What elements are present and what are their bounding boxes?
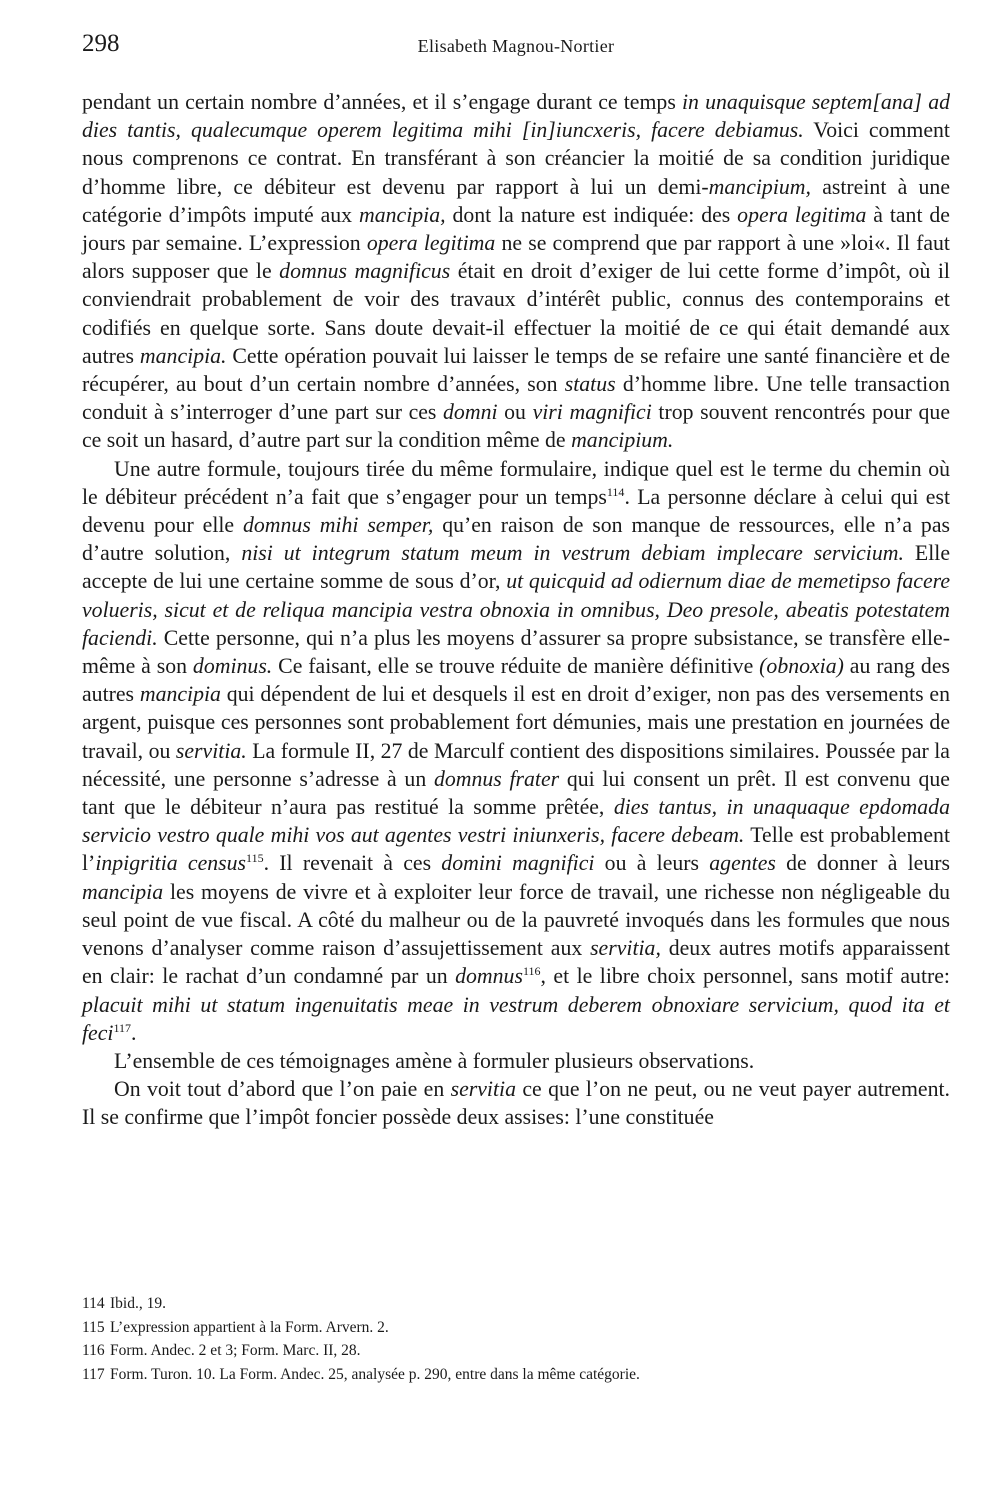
text-run: ne se comprend que par rapport à une »loi«. Il faut alors supposer que le [82, 231, 950, 284]
text-run: de donner à leurs [775, 851, 950, 876]
text-run: qui dépendent de lui et desquels il est en droit d’exiger, non pas des versements en argent, puisque ces personnes sont probablement fort démunies, mais une prestation en journées de travail, ou [82, 682, 950, 763]
text-run: ou [497, 400, 533, 425]
text-run: astreint à une catégorie d’impôts imputé aux [82, 174, 951, 227]
text-run: qui lui consent un prêt. Il est convenu que tant que le débiteur n’aura pas restitué la somme prêtée, [82, 766, 950, 820]
text-run: Cette personne, qui n’a plus les moyens d’assurer sa propre subsistance, se transfère elle-même à son [82, 625, 950, 679]
text-run: Ce faisant, elle se trouve réduite de manière définitive [272, 654, 760, 679]
text-run: qu’en raison de son manque de ressources, elle n’a pas d’autre solution, [82, 513, 950, 566]
text-run: . La personne déclare à celui qui est devenu pour elle [82, 484, 951, 538]
footnote-reference: 117 [113, 1020, 132, 1035]
latin-quotation: mancipia [139, 682, 221, 707]
latin-quotation: status [564, 372, 616, 397]
latin-quotation: servitia, [590, 936, 661, 961]
latin-quotation: dominus. [192, 654, 273, 679]
latin-quotation: ut quicquid ad odiernum diae de memetipso facere volueris, sicut et de reliqua mancipia vestra obnoxia in omnibus, Deo presole, abeatis potestatem faciendi. [82, 569, 950, 650]
footnote [82, 1363, 950, 1387]
body-paragraph [82, 1047, 950, 1075]
text-run: Telle est probablement l’ [82, 823, 950, 876]
footnote-reference: 115 [246, 851, 264, 866]
text-run: les moyens de vivre et à exploiter leur force de travail, une richesse non négligeable du seul point de vue fiscal. A côté du malheur ou de la pauvreté invoqués dans les formules que nous venons d’analyser comme raison d’assujettissement aux [82, 879, 950, 961]
latin-quotation: mancipium. [571, 428, 674, 453]
latin-quotation: inpigritia census [95, 851, 247, 876]
footnote-number: 114 [82, 1295, 105, 1312]
latin-quotation: domni [443, 400, 498, 425]
text-run: trop souvent rencontrés pour que ce soit un hasard, d’autre part sur la condition même de [82, 400, 950, 453]
footnote-reference: 114 [606, 484, 625, 499]
footnote [82, 1339, 950, 1363]
footnote-number: 117 [82, 1365, 105, 1383]
footnote-text: Ibid., 19. [110, 1295, 166, 1312]
running-head [82, 30, 950, 70]
text-run: ce que l’on ne peut, ou ne veut payer autrement. Il se confirme que l’impôt foncier possède deux assises: l’une constituée [82, 1077, 951, 1130]
latin-quotation: viri magnifici [532, 400, 652, 425]
latin-quotation: servitia. [175, 738, 247, 763]
text-run: Une autre formule, toujours tirée du même formulaire, indique quel est le terme du chemin où le débiteur précédent n’a fait que s’engager pour un temps [82, 456, 950, 509]
text-run: ou à leurs [594, 851, 710, 876]
footnote-text: Form. Turon. 10. La Form. Andec. 25, analysée p. 290, entre dans la même catégorie. [110, 1365, 640, 1383]
text-run: à tant de jours par semaine. L’expression [82, 202, 950, 256]
latin-quotation: mancipia. [139, 343, 227, 368]
text-run: Voici comment nous comprenons ce contrat. En transférant à son créancier la moitié de sa condition juridique d’homme libre, ce débiteur est devenu par rapport à lui un demi- [82, 118, 950, 199]
body-paragraph [82, 1075, 950, 1131]
latin-quotation: domnus magnificus [279, 259, 451, 284]
text-run: L’ensemble de ces témoignages amène à formuler plusieurs observations. [114, 1048, 755, 1073]
text-run: était en droit d’exiger de lui cette forme d’impôt, où il conviendrait probablement de voir des travaux d’intérêt public, connus des contemporains et codifiés en quelque sorte. Sans doute devait-il effectuer la moitié de ce qui était demandé aux autres [82, 259, 950, 368]
latin-quotation: mancipium, [708, 174, 811, 199]
latin-quotation: (obnoxia) [759, 654, 844, 679]
text-run: pendant un certain nombre d’années, et il s’engage durant ce temps [82, 90, 682, 114]
latin-quotation: domnus [455, 964, 523, 989]
text-run: . [131, 1020, 137, 1045]
latin-quotation: dies tantus, in unaquaque epdomada servicio vestro quale mihi vos aut agentes vestri iniunxeris, facere debeam. [82, 795, 950, 848]
footnote-number: 116 [82, 1342, 105, 1359]
text-run: deux autres motifs apparaissent en clair: le rachat d’un condamné par un [82, 936, 950, 989]
footnote-text: L’expression appartient à la Form. Arvern. 2. [110, 1318, 389, 1336]
footnote [82, 1316, 950, 1340]
text-run: . Il revenait à ces [263, 851, 442, 876]
text-run: dont la nature est indiquée: des [445, 202, 738, 227]
latin-quotation: nisi ut integrum statum meum in vestrum debiam implecare servicium. [241, 541, 904, 566]
latin-quotation: opera legitima [366, 231, 496, 256]
footnote-reference: 116 [522, 964, 541, 979]
footnote [82, 1292, 950, 1316]
latin-quotation: mancipia, [358, 202, 446, 227]
page-number: 298 [82, 30, 120, 57]
text-run: au rang des autres [82, 654, 950, 707]
latin-quotation: servitia [450, 1077, 516, 1102]
latin-quotation: agentes [709, 851, 776, 876]
text-run: d’homme libre. Une telle transaction conduit à s’interroger d’une part sur ces [82, 372, 950, 425]
text-run: Elle accepte de lui une certaine somme de sous d’or, [82, 541, 950, 594]
latin-quotation: mancipia [82, 879, 164, 904]
body-paragraph [82, 455, 950, 1047]
latin-quotation: in unaquisque septem[ana] ad dies tantis, qualecumque operem legitima mihi [in]iuncxeris, facere debiamus. [82, 90, 950, 143]
latin-quotation: domnus mihi semper, [243, 513, 434, 538]
latin-quotation: domnus frater [433, 766, 560, 791]
latin-quotation: domini magnifici [441, 851, 595, 876]
body-paragraph [82, 88, 950, 455]
latin-quotation: opera legitima [737, 202, 867, 227]
text-run: La formule II, 27 de Marculf contient des dispositions similaires. Poussée par la nécessité, une personne s’adresse à un [82, 738, 950, 791]
body-text [82, 88, 950, 1132]
text-run: On voit tout d’abord que l’on paie en [114, 1077, 451, 1102]
text-run: Cette opération pouvait lui laisser le temps de se refaire une santé financière et de récupérer, au bout d’un certain nombre d’années, son [82, 343, 950, 397]
footnote-text: Form. Andec. 2 et 3; Form. Marc. II, 28. [110, 1342, 361, 1359]
latin-quotation: placuit mihi ut statum ingenuitatis meae in vestrum deberem obnoxiare servicium, quod ita et feci [82, 992, 950, 1045]
footnotes [82, 1292, 950, 1386]
text-run: , et le libre choix personnel, sans motif autre: [540, 964, 950, 989]
running-title: Elisabeth Magnou-Nortier [417, 36, 615, 56]
footnote-number: 115 [82, 1318, 105, 1336]
